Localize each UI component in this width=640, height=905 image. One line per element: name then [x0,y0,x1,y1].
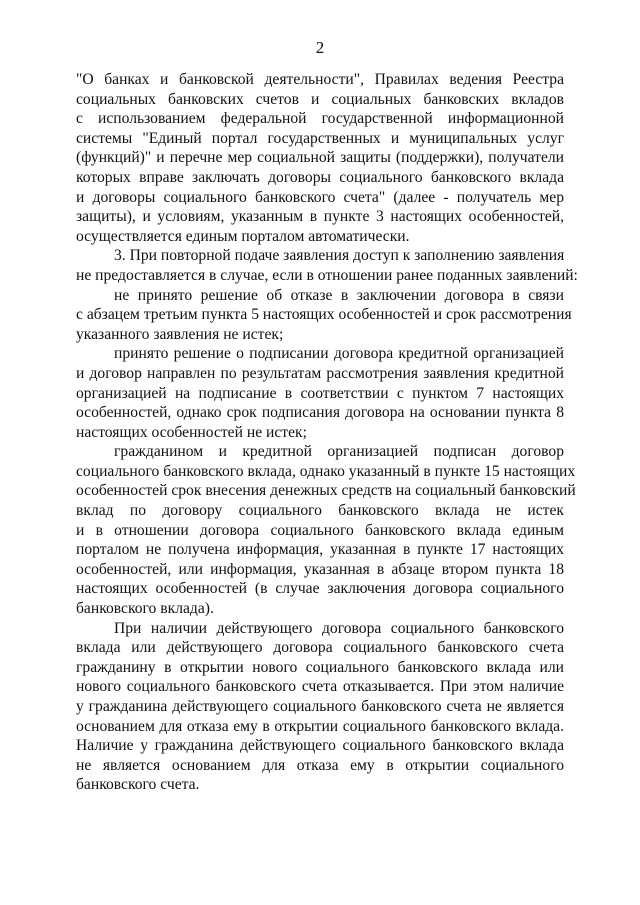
text-line: с абзацем третьим пункта 5 настоящих особенностей и срок рассмотрения [76,306,572,324]
text-line: (функций)" и перечне мер социальной защиты (поддержки), получатели [76,149,564,167]
text-line: осуществляется единым порталом автоматически. [76,227,410,245]
text-line: принято решение о подписании договора кредитной организацией [114,345,564,363]
text-line: настоящих особенностей не истек; [76,423,307,441]
text-line: указанного заявления не истек; [76,325,284,343]
paragraph-item-3 [76,246,578,285]
text-line: не предоставляется в случае, если в отношении ранее поданных заявлений: [76,266,578,284]
text-line: особенностей срок внесения денежных средств на социальный банковский [76,482,576,500]
text-line: которых вправе заключать договоры социального банковского вклада [76,168,564,186]
paragraph-existing-contract [76,619,564,795]
text-line: "О банках и банковской деятельности", Правилах ведения Реестра [76,71,564,88]
text-line: гражданином и кредитной организацией подписан договор [114,443,564,461]
text-line: защиты), и условиям, указанным в пункте 3 настоящих особенностей, [76,208,564,226]
paragraph-condition-3 [76,442,576,618]
text-line: 3. При повторной подаче заявления доступ к заполнению заявления [114,247,565,265]
text-line: и договоры социального банковского счета" (далее - получатель мер [76,188,564,206]
text-line: особенностей, или информация, указанная в абзаце втором пункта 18 [76,560,564,578]
text-line: социальных банковских счетов и социальных банковских вкладов [76,90,564,108]
text-line: социального банковского вклада, однако указанный в пункте 15 настоящих [76,462,576,480]
document-body [76,70,578,795]
text-line: банковского вклада). [76,600,214,618]
text-line: и в отношении договора социального банковского вклада единым [76,521,564,539]
text-line: не является основанием для отказа ему в открытии социального [76,756,564,774]
text-line: основанием для отказа ему в открытии социального банковского вклада. [76,717,564,735]
text-line: особенностей, однако срок подписания договора на основании пункта 8 [76,404,564,422]
text-line: вклада или действующего договора социального банковского счета [76,639,564,657]
text-line: порталом не получена информация, указанная в пункте 17 настоящих [76,541,564,559]
text-line: При наличии действующего договора социального банковского [114,619,564,637]
text-line: не принято решение об отказе в заключении договора в связи [114,286,564,304]
text-line: Наличие у гражданина действующего социального банковского вклада [76,737,564,755]
text-line: системы "Единый портал государственных и муниципальных услуг [76,129,564,147]
paragraph-condition-2 [76,344,564,442]
text-line: настоящих особенностей (в случае заключения договора социального [76,580,564,598]
text-line: банковского счета. [76,776,200,794]
text-line: вклад по договору социального банковского вклада не истек [76,502,564,520]
text-line: у гражданина действующего социального банковского счета не является [76,698,564,715]
text-line: гражданину в открытии нового социального банковского вклада или [76,658,564,676]
paragraph-continuation [76,70,564,246]
page-number: 2 [315,38,325,57]
text-line: организацией на подписание в соответствии с пунктом 7 настоящих [76,384,564,402]
text-line: нового социального банковского счета отказывается. При этом наличие [76,678,564,696]
paragraph-condition-1 [76,286,572,345]
text-line: и договор направлен по результатам рассмотрения заявления кредитной [76,364,564,382]
text-line: с использованием федеральной государственной информационной [76,110,564,128]
